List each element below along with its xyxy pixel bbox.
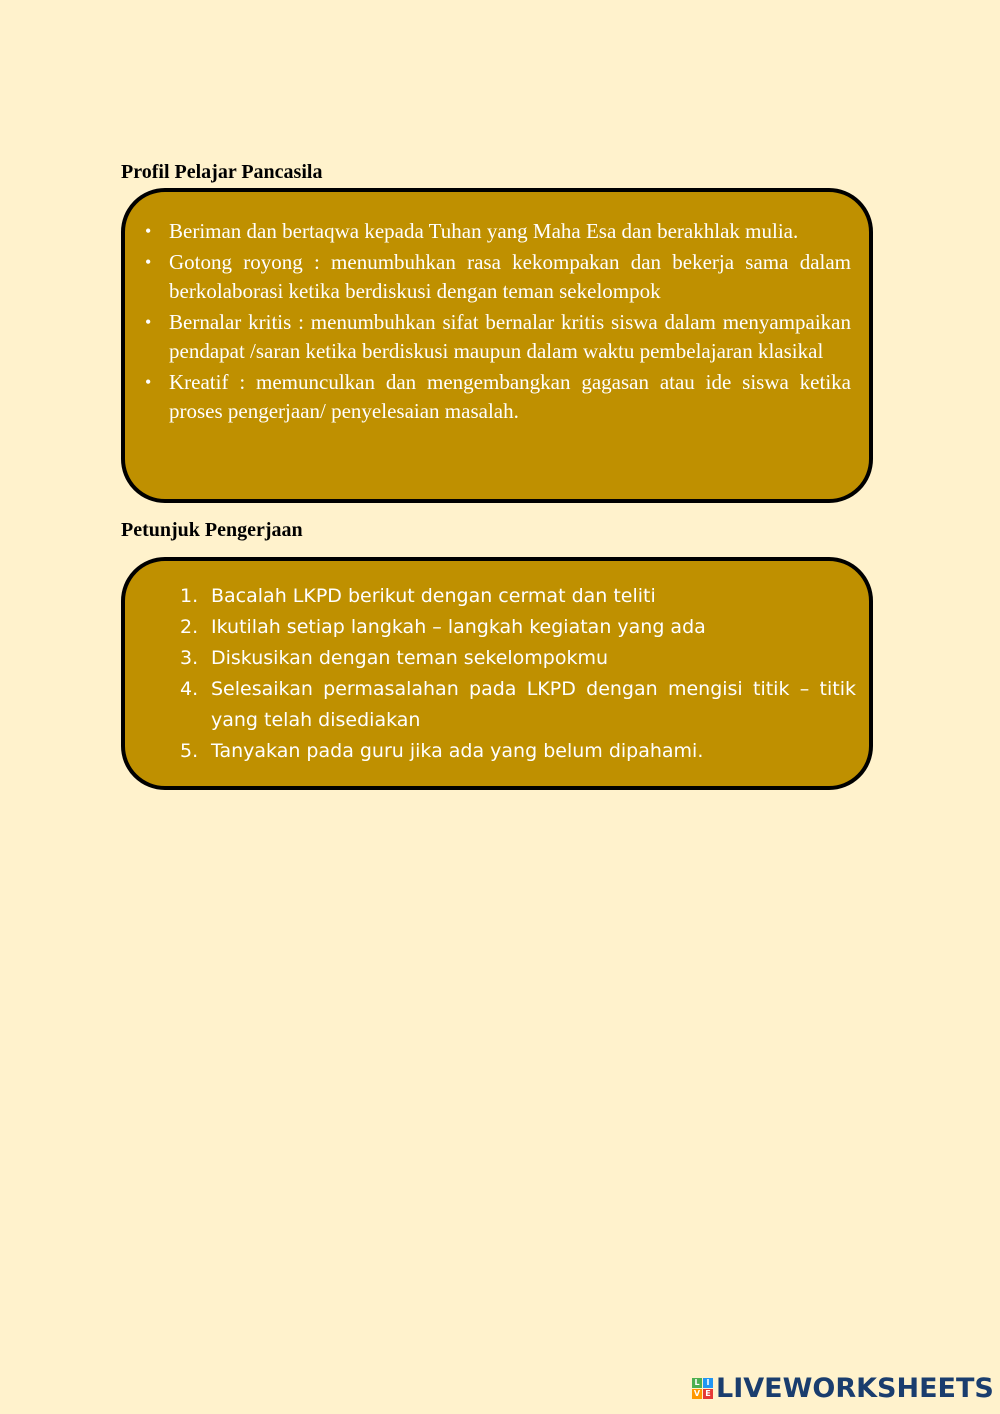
list-number: 2. [180,616,199,638]
list-item [139,368,851,426]
logo-letter: L [692,1378,702,1388]
list-item [180,612,856,643]
list-item [180,643,856,674]
bullet-icon: • [145,221,152,241]
petunjuk-list [180,581,856,767]
bullet-icon: • [145,312,152,332]
list-number: 5. [180,740,199,762]
list-item-text: Bernalar kritis : menumbuhkan sifat bernalar kritis siswa dalam menyampaikan pendapat /saran ketika berdiskusi maupun dalam waktu pembelajaran klasikal [169,310,851,363]
list-item-text: Beriman dan bertaqwa kepada Tuhan yang Maha Esa dan berakhlak mulia. [169,219,799,243]
petunjuk-heading: Petunjuk Pengerjaan [121,519,303,541]
logo-letter: I [703,1378,713,1388]
liveworksheets-logo-icon [692,1378,713,1399]
bullet-icon: • [145,372,152,392]
list-item-text: Selesaikan permasalahan pada LKPD dengan mengisi titik – titik yang telah disediakan [211,678,856,731]
list-item [139,308,851,366]
list-item [139,248,851,306]
list-item [139,217,851,246]
list-number: 4. [180,678,199,700]
logo-letter: E [703,1389,713,1399]
profil-box [121,188,873,503]
bullet-icon: • [145,252,152,272]
list-item-text: Diskusikan dengan teman sekelompokmu [211,647,609,669]
list-item [180,581,856,612]
list-number: 1. [180,585,199,607]
list-item-text: Tanyakan pada guru jika ada yang belum dipahami. [211,740,704,762]
list-item-text: Kreatif : memunculkan dan mengembangkan gagasan atau ide siswa ketika proses pengerjaan/ penyelesaian masalah. [169,370,851,423]
list-item-text: Ikutilah setiap langkah – langkah kegiatan yang ada [211,616,706,638]
list-number: 3. [180,647,199,669]
list-item [180,674,856,736]
profil-heading: Profil Pelajar Pancasila [121,161,323,183]
logo-letter: V [693,1389,701,1398]
logo-text: LIVEWORKSHEETS [716,1373,994,1404]
list-item-text: Gotong royong : menumbuhkan rasa kekompakan dan bekerja sama dalam berkolaborasi ketika berdiskusi dengan teman sekelompok [169,250,851,303]
petunjuk-box [121,557,873,790]
profil-list [139,217,851,428]
list-item-text: Bacalah LKPD berikut dengan cermat dan teliti [211,585,656,607]
liveworksheets-logo [692,1373,994,1404]
list-item [180,736,856,767]
